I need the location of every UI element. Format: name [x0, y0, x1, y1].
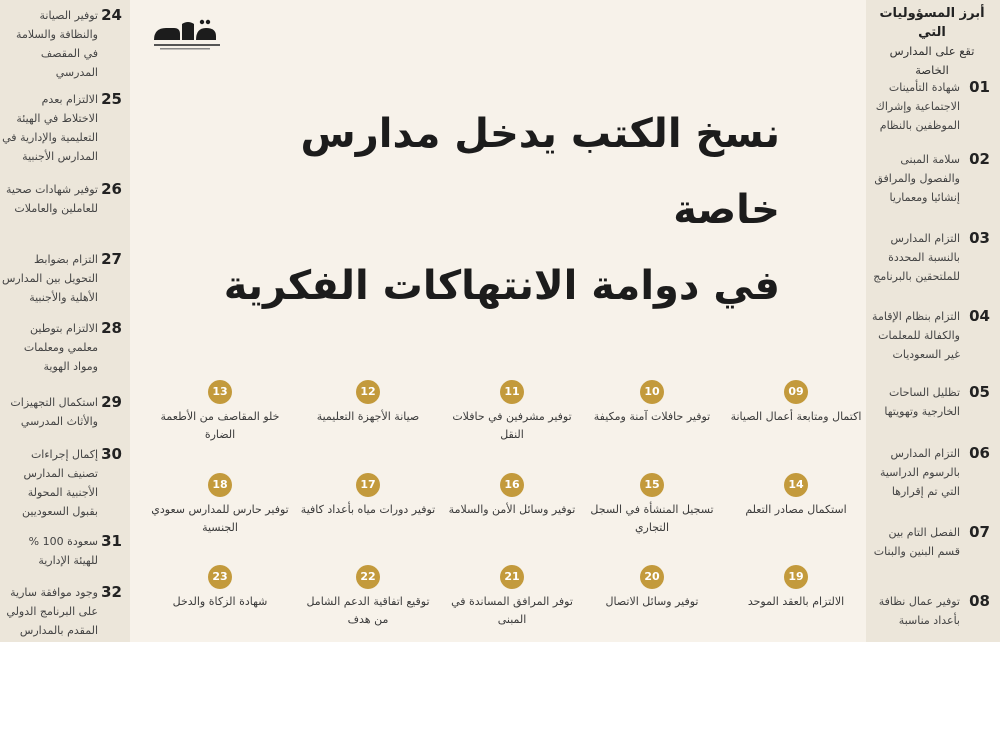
grid-item	[298, 380, 438, 460]
grid-item-text: توقيع اتفاقية الدعم الشامل من هدف	[306, 595, 430, 626]
right-list-item	[868, 307, 996, 377]
number-badge: 19	[784, 565, 808, 589]
item-text: توفير عمال نظافة بأعداد مناسبة	[878, 595, 960, 627]
right-list-item	[868, 523, 996, 593]
left-list-item	[0, 6, 128, 82]
grid-item	[726, 473, 866, 553]
right-list-item	[868, 78, 996, 148]
item-number: 32	[101, 583, 122, 601]
item-number: 29	[101, 393, 122, 411]
item-number: 02	[969, 150, 990, 168]
grid-item-text: تسجيل المنشأة في السجل التجاري	[590, 503, 714, 534]
number-badge: 09	[784, 380, 808, 404]
grid-item-text: توفير وسائل الأمن والسلامة	[448, 503, 576, 516]
number-badge: 20	[640, 565, 664, 589]
number-badge: 13	[208, 380, 232, 404]
item-text: التزام المدارس بالرسوم الدراسية التي تم إقرارها	[879, 447, 960, 498]
item-number: 24	[101, 6, 122, 24]
headline-line-2: في دوامة الانتهاكات الفكرية	[223, 263, 780, 309]
grid-item-text: توفير حافلات آمنة ومكيفة	[593, 410, 711, 423]
item-text: توفير شهادات صحية للعاملين والعاملات	[6, 183, 98, 215]
left-list-item	[0, 445, 128, 521]
number-badge: 17	[356, 473, 380, 497]
grid-item	[726, 380, 866, 460]
grid-item-text: توفير مشرفين في حافلات النقل	[452, 410, 572, 441]
makkah-logo	[150, 14, 224, 54]
number-badge: 11	[500, 380, 524, 404]
grid-item-text: توفير حارس للمدارس سعودي الجنسية	[151, 503, 289, 534]
grid-item-text: الالتزام بالعقد الموحد	[747, 595, 845, 608]
grid-item-text: استكمال مصادر التعلم	[745, 503, 847, 516]
number-badge: 15	[640, 473, 664, 497]
grid-item-text: توفير دورات مياه بأعداد كافية	[300, 503, 436, 516]
grid-item	[442, 380, 582, 460]
headline-line-1: نسخ الكتب يدخل مدارس خاصة	[300, 111, 780, 233]
headline	[200, 96, 780, 324]
left-list-item	[0, 90, 128, 166]
grid-item-text: صيانة الأجهزة التعليمية	[316, 410, 420, 423]
grid-item-text: شهادة الزكاة والدخل	[172, 595, 268, 608]
grid-item	[582, 565, 722, 645]
right-title-line-1: أبرز المسؤوليات التي	[879, 6, 985, 40]
item-number: 30	[101, 445, 122, 463]
grid-item	[726, 565, 866, 645]
grid-item-text: اكتمال ومتابعة أعمال الصيانة	[730, 410, 862, 423]
right-panel-title	[868, 4, 996, 80]
item-number: 07	[969, 523, 990, 541]
grid-item	[298, 565, 438, 645]
item-number: 08	[969, 592, 990, 610]
right-list-item	[868, 150, 996, 220]
number-badge: 23	[208, 565, 232, 589]
item-number: 28	[101, 319, 122, 337]
item-number: 06	[969, 444, 990, 462]
number-badge: 16	[500, 473, 524, 497]
item-number: 03	[969, 229, 990, 247]
item-text: تظليل الساحات الخارجية وتهويتها	[884, 386, 960, 418]
grid-item	[150, 473, 290, 553]
item-text: الالتزام بتوطين معلمي ومعلمات ومواد الهوية	[23, 322, 98, 373]
grid-item-text: توفير وسائل الاتصال	[605, 595, 699, 608]
item-text: الفصل التام بين قسم البنين والبنات	[873, 526, 960, 558]
item-text: التزام بنظام الإقامة والكفالة للمعلمات غير السعوديات	[872, 310, 960, 361]
item-number: 05	[969, 383, 990, 401]
grid-item-text: خلو المقاصف من الأطعمة الضارة	[160, 410, 280, 441]
item-number: 25	[101, 90, 122, 108]
item-text: سلامة المبنى والفصول والمرافق إنشائيا ومعماريا	[874, 153, 960, 204]
left-list-item	[0, 250, 128, 326]
number-badge: 22	[356, 565, 380, 589]
right-list-item	[868, 444, 996, 514]
number-badge: 21	[500, 565, 524, 589]
item-text: شهادة التأمينات الاجتماعية وإشراك الموظفين بالنظام	[875, 81, 960, 132]
item-text: إكمال إجراءات تصنيف المدارس الأجنبية المحولة بقبول السعوديين	[22, 448, 98, 518]
item-number: 26	[101, 180, 122, 198]
grid-item	[442, 473, 582, 553]
item-text: الالتزام بعدم الاختلاط في الهيئة التعليمية والإدارية في المدارس الأجنبية	[2, 93, 98, 163]
grid-item	[150, 380, 290, 460]
right-title-line-3: الخاصة	[915, 63, 949, 77]
left-list-item	[0, 583, 128, 659]
grid-item	[298, 473, 438, 553]
right-list-item	[868, 592, 996, 662]
item-text: استكمال التجهيزات والأثاث المدرسي	[10, 396, 98, 428]
number-badge: 10	[640, 380, 664, 404]
right-list-item	[868, 383, 996, 453]
grid-item	[582, 380, 722, 460]
number-badge: 14	[784, 473, 808, 497]
item-number: 31	[101, 532, 122, 550]
number-badge: 12	[356, 380, 380, 404]
item-text: سعودة 100 % للهيئة الإدارية	[28, 535, 98, 567]
item-text: التزام بضوابط التحويل بين المدارس الأهلية والأجنبية	[2, 253, 98, 304]
number-badge: 18	[208, 473, 232, 497]
item-number: 01	[969, 78, 990, 96]
right-list-item	[868, 229, 996, 299]
grid-item	[582, 473, 722, 553]
grid-item-text: توفر المرافق المساندة في المبنى	[451, 595, 573, 626]
right-title-line-2: تقع على المدارس	[889, 44, 975, 58]
grid-item	[442, 565, 582, 645]
item-text: وجود موافقة سارية على البرنامج الدولي المقدم بالمدارس	[6, 586, 98, 637]
item-number: 04	[969, 307, 990, 325]
left-list-item	[0, 180, 128, 256]
left-list-item	[0, 319, 128, 395]
grid-item	[150, 565, 290, 645]
item-text: التزام المدارس بالنسبة المحددة للملتحقين بالبرنامج	[873, 232, 960, 283]
item-number: 27	[101, 250, 122, 268]
item-text: توفير الصيانة والنظافة والسلامة في المقصف المدرسي	[16, 9, 98, 79]
